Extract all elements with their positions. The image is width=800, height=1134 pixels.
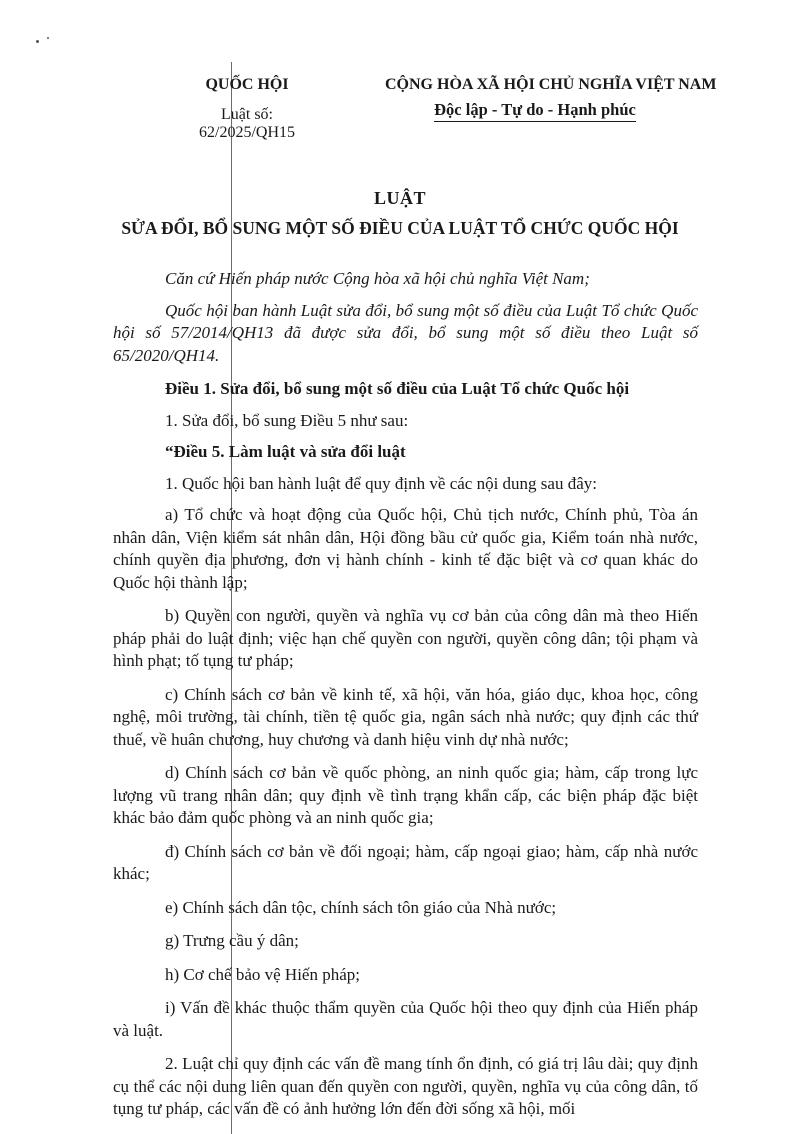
document-body: [113, 268, 698, 1121]
clause-point: đ) Chính sách cơ bản về đối ngoại; hàm, cấp ngoại giao; hàm, cấp nhà nước khác;: [113, 841, 698, 883]
clause-2: 2. Luật chỉ quy định các vấn đề mang tính ổn định, có giá trị lâu dài; quy định cụ thể các nội dung liên quan đến quyền con người, quyền, nghĩa vụ của công dân, tố tụng tư pháp, các vấn đề có ảnh hưởng lớn đến đời sống xã hội, mối: [113, 1054, 698, 1118]
clause-point: a) Tổ chức và hoạt động của Quốc hội, Chủ tịch nước, Chính phủ, Tòa án nhân dân, Viện kiểm sát nhân dân, Hội đồng bầu cử quốc gia, Kiểm toán nhà nước, chính quyền địa phương, đơn vị hành chính - kinh tế đặc biệt và cơ quan khác do Quốc hội thành lập;: [113, 505, 698, 592]
national-motto: Độc lập - Tự do - Hạnh phúc: [434, 100, 636, 122]
national-heading: [385, 76, 717, 122]
item-intro: 1. Sửa đổi, bổ sung Điều 5 như sau:: [165, 410, 409, 430]
issuer-block: [172, 76, 322, 142]
clause-point: c) Chính sách cơ bản về kinh tế, xã hội, văn hóa, giáo dục, khoa học, công nghệ, môi trường, tài chính, tiền tệ quốc gia, ngân sách nhà nước; quy định các thứ thuế, về huân chương, huy chương và danh hiệu vinh dự nhà nước;: [113, 684, 698, 749]
clause-point: d) Chính sách cơ bản về quốc phòng, an ninh quốc gia; hàm, cấp trong lực lượng vũ trang nhân dân; quy định về tình trạng khẩn cấp, các biện pháp đặc biệt khác bảo đảm quốc phòng và an ninh quốc gia;: [113, 763, 698, 827]
legal-basis: Căn cứ Hiến pháp nước Cộng hòa xã hội chủ nghĩa Việt Nam;: [165, 269, 590, 288]
clause-1-intro: 1. Quốc hội ban hành luật để quy định về các nội dung sau đây:: [165, 473, 597, 493]
article-heading: Điều 1. Sửa đổi, bổ sung một số điều của Luật Tổ chức Quốc hội: [165, 379, 630, 398]
clause-point: b) Quyền con người, quyền và nghĩa vụ cơ bản của công dân mà theo Hiến pháp phải do luật định; việc hạn chế quyền con người, quyền công dân; tội phạm và hình phạt; tố tụng tư pháp;: [113, 606, 698, 670]
clause-point: h) Cơ chế bảo vệ Hiến pháp;: [165, 964, 360, 984]
legal-basis: Quốc hội ban hành Luật sửa đổi, bổ sung một số điều của Luật Tổ chức Quốc hội số 57/2014/QH13 đã được sửa đổi, bổ sung một số điều theo Luật số 65/2020/QH14.: [113, 300, 698, 365]
scan-speck: [47, 37, 49, 39]
document-type: LUẬT: [373, 188, 426, 208]
issuer-name: QUỐC HỘI: [205, 76, 289, 93]
article-5-title: “Điều 5. Làm luật và sửa đổi luật: [165, 442, 406, 461]
clause-point: e) Chính sách dân tộc, chính sách tôn giáo của Nhà nước;: [165, 897, 557, 917]
law-number: Luật số: 62/2025/QH15: [199, 106, 295, 141]
clause-point: i) Vấn đề khác thuộc thẩm quyền của Quốc hội theo quy định của Hiến pháp và luật.: [113, 998, 698, 1040]
clause-point: g) Trưng cầu ý dân;: [165, 931, 299, 950]
scan-speck: [36, 40, 39, 43]
nation-name: CỘNG HÒA XÃ HỘI CHỦ NGHĨA VIỆT NAM: [385, 76, 717, 93]
document-title: SỬA ĐỔI, BỔ SUNG MỘT SỐ ĐIỀU CỦA LUẬT TỔ CHỨC QUỐC HỘI: [121, 218, 679, 238]
